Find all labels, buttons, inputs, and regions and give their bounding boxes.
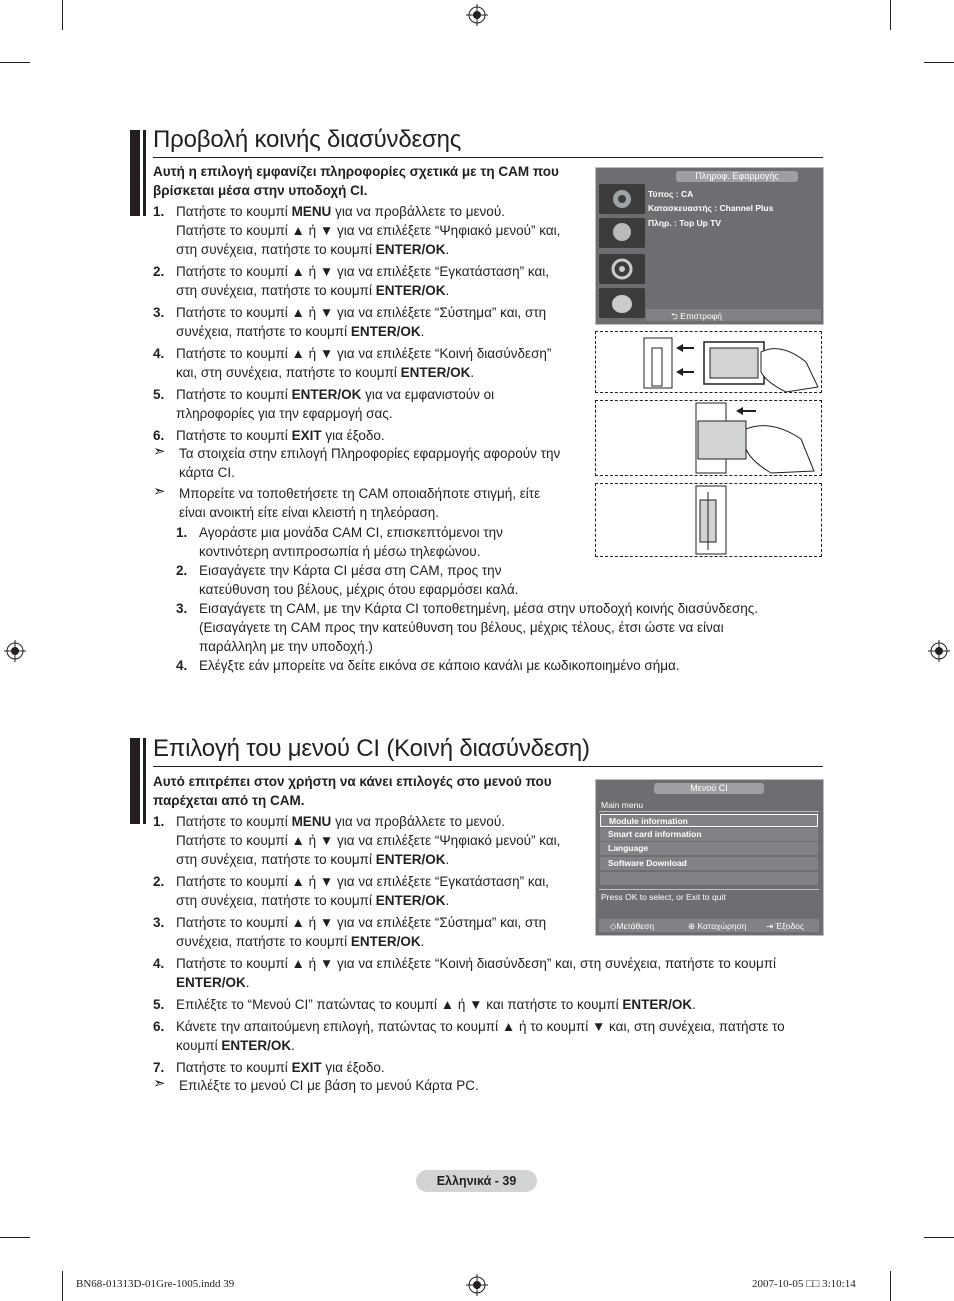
ci-menu-osd [595,779,824,936]
step-text: κουμπί ENTER/OK. [176,1038,295,1053]
ci-menu-item-language[interactable]: Language [600,842,818,855]
step-text: Επιλέξτε το “Μενού CI” πατώντας το κουμπί ▲ ή ▼ και πατήστε το κουμπί ENTER/OK. [176,997,696,1012]
osd-main-menu-label: Main menu [601,800,644,810]
crop-mark [0,1237,30,1238]
step-text: στη συνέχεια, πατήστε το κουμπί ENTER/OK. [176,242,450,257]
step-text: Πατήστε το κουμπί EXIT για έξοδο. [176,428,385,443]
step-text: (Εισαγάγετε τη CAM προς την κατεύθυνση του βέλους, μέχρις τέλους, έτσι ώστε να είναι [199,620,724,635]
step-text: Πατήστε το κουμπί ▲ ή ▼ για να επιλέξετε “Ψηφιακό μενού” και, [176,833,561,848]
step-number: 2. [153,874,165,889]
step-number: 6. [153,1019,165,1034]
section-marker-bar [130,738,140,824]
step-number: 3. [153,305,165,320]
osd-back-button[interactable]: ⮌ Επιστροφή [671,311,722,321]
section-intro [153,772,593,810]
intro-line: παρέχεται από τη CAM. [153,793,305,808]
step-number: 1. [153,204,165,219]
step-text: συνέχεια, πατήστε το κουμπί ENTER/OK. [176,934,425,949]
step-text: Κάνετε την απαιτούμενη επιλογή, πατώντας το κουμπί ▲ ή το κουμπί ▼ και, στη συνέχεια, πατήστε το [176,1019,785,1034]
step-number: 4. [153,956,165,971]
date-slug: 2007-10-05 □□ 3:10:14 [752,1278,856,1290]
crop-mark [62,1271,63,1301]
title-rule [153,766,823,767]
step-text: Αγοράστε μια μονάδα CAM CI, επισκεπτόμενοι την [199,525,503,540]
section-marker-bar [143,738,146,824]
step-text: στη συνέχεια, πατήστε το κουμπί ENTER/OK. [176,852,450,867]
setup-menu-icon[interactable] [599,254,645,284]
digital-menu-icon[interactable] [599,288,645,318]
step-number: 4. [153,346,165,361]
section-marker-bar [143,130,146,216]
step-text: Πατήστε το κουμπί ENTER/OK για να εμφανιστούν οι [176,387,495,402]
step-text: συνέχεια, πατήστε το κουμπί ENTER/OK. [176,324,425,339]
osd-hint: Press OK to select, or Exit to quit [601,892,726,902]
step-number: 7. [153,1060,165,1075]
note-arrow-icon: ➣ [153,443,166,460]
note-text: Επιλέξτε το μενού CI με βάση το μενού Κάρτα PC. [179,1078,479,1093]
app-info-osd [595,167,824,325]
ci-menu-item-smart-card-information[interactable]: Smart card information [600,828,818,841]
step-text: και, στη συνέχεια, πατήστε το κουμπί ENTER/OK. [176,365,475,380]
step-text: Πατήστε το κουμπί ▲ ή ▼ για να επιλέξετε “Εγκατάσταση” και, [176,264,549,279]
step-number: 4. [176,658,188,673]
osd-divider [599,811,819,812]
cam-insert-illustration-1 [595,331,822,393]
osd-exit-button[interactable]: ⇥ Έξοδος [766,921,805,931]
crop-mark [890,1271,891,1301]
step-text: στη συνέχεια, πατήστε το κουμπί ENTER/OK. [176,283,450,298]
ci-menu-item-module-information[interactable]: Module information [600,814,818,827]
section-marker-bar [130,130,140,216]
osd-tab: Μενού CI [654,783,764,794]
step-text: Ελέγξτε εάν μπορείτε να δείτε εικόνα σε κάποιο κανάλι με κωδικοποιημένο σήμα. [199,658,680,673]
step-text: Εισαγάγετε τη CAM, με την Κάρτα CI τοποθετημένη, μέσα στην υποδοχή κοινής διασύνδεσης. [199,601,759,616]
step-number: 5. [153,387,165,402]
step-text: πληροφορίες για την εφαρμογή σας. [176,406,393,421]
registration-mark-icon [466,4,488,26]
file-slug: BN68-01313D-01Gre-1005.indd 39 [76,1278,235,1290]
step-number: 1. [176,525,188,540]
osd-tab: Πληροφ. Εφαρμογής [676,171,798,182]
step-number: 6. [153,428,165,443]
crop-mark [924,62,954,63]
step-number: 3. [153,915,165,930]
intro-line: Αυτό επιτρέπει στον χρήστη να κάνει επιλογές στο μενού που [153,774,552,789]
crop-mark [0,62,30,63]
crop-mark [924,1237,954,1238]
section-intro [153,162,593,200]
page-number-badge: Ελληνικά - 39 [416,1170,537,1192]
intro-line: Αυτή η επιλογή εμφανίζει πληροφορίες σχετικά με τη CAM που [153,164,559,179]
step-number: 1. [153,814,165,829]
registration-mark-icon [928,640,950,662]
osd-info-line: Πληρ. : Top Up TV [648,218,722,228]
note-text: κάρτα CI. [179,465,235,480]
step-text: Πατήστε το κουμπί EXIT για έξοδο. [176,1060,385,1075]
crop-mark [890,0,891,30]
title-rule [153,157,823,158]
osd-divider [599,889,819,890]
step-text: Πατήστε το κουμπί ▲ ή ▼ για να επιλέξετε “Ψηφιακό μενού” και, [176,223,561,238]
crop-mark [62,0,63,30]
osd-enter-button[interactable]: ⊕ Καταχώρηση [688,921,747,931]
note-text: Μπορείτε να τοποθετήσετε τη CAM οποιαδήποτε στιγμή, είτε [179,486,541,501]
section-title: Προβολή κοινής διασύνδεσης [153,126,462,153]
step-text: παράλληλη με την υποδοχή.) [199,639,373,654]
note-arrow-icon: ➣ [153,1075,166,1092]
step-text: Πατήστε το κουμπί ▲ ή ▼ για να επιλέξετε “Σύστημα” και, στη [176,305,547,320]
cam-insert-illustration-3 [595,483,822,557]
step-number: 2. [176,563,188,578]
step-text: ENTER/OK. [176,975,250,990]
step-text: Πατήστε το κουμπί MENU για να προβάλλετε το μενού. [176,814,505,829]
note-text: είναι ανοικτή είτε είναι κλειστή η τηλεόραση. [179,505,440,520]
step-text: στη συνέχεια, πατήστε το κουμπί ENTER/OK. [176,893,450,908]
step-text: Εισαγάγετε την Κάρτα CI μέσα στη CAM, προς την [199,563,502,578]
osd-move-button[interactable]: ◇Μετάθεση [610,921,655,931]
ci-menu-item-software-download[interactable]: Software Download [600,857,818,870]
step-number: 3. [176,601,188,616]
step-text: Πατήστε το κουμπί ▲ ή ▼ για να επιλέξετε “Εγκατάσταση” και, [176,874,549,889]
step-text: Πατήστε το κουμπί MENU για να προβάλλετε το μενού. [176,204,505,219]
cam-insert-illustration-2 [595,400,822,476]
step-text: Πατήστε το κουμπί ▲ ή ▼ για να επιλέξετε “Κοινή διασύνδεση” και, στη συνέχεια, πατήστε το κουμπί [176,956,777,971]
section-title: Επιλογή του μενού CI (Κοινή διασύνδεση) [153,735,590,762]
ci-menu-item-empty [600,872,818,885]
sound-menu-icon[interactable] [599,218,645,248]
step-number: 2. [153,264,165,279]
osd-type-line: Τύπος : CA [648,189,694,199]
registration-mark-icon [466,1274,488,1296]
picture-menu-icon[interactable] [599,184,645,214]
registration-mark-icon [4,640,26,662]
step-text: κατεύθυνση του βέλους, μέχρις ότου εφαρμόσει καλά. [199,582,519,597]
intro-line: βρίσκεται μέσα στην υποδοχή CI. [153,183,368,198]
step-number: 5. [153,997,165,1012]
step-text: Πατήστε το κουμπί ▲ ή ▼ για να επιλέξετε “Κοινή διασύνδεση” [176,346,552,361]
step-text: κοντινότερη αντιπροσωπία ή μέσω τηλεφώνου. [199,544,481,559]
note-text: Τα στοιχεία στην επιλογή Πληροφορίες εφαρμογής αφορούν την [179,446,561,461]
note-arrow-icon: ➣ [153,483,166,500]
step-text: Πατήστε το κουμπί ▲ ή ▼ για να επιλέξετε “Σύστημα” και, στη [176,915,547,930]
osd-maker-line: Κατασκευαστής : Channel Plus [648,203,774,213]
